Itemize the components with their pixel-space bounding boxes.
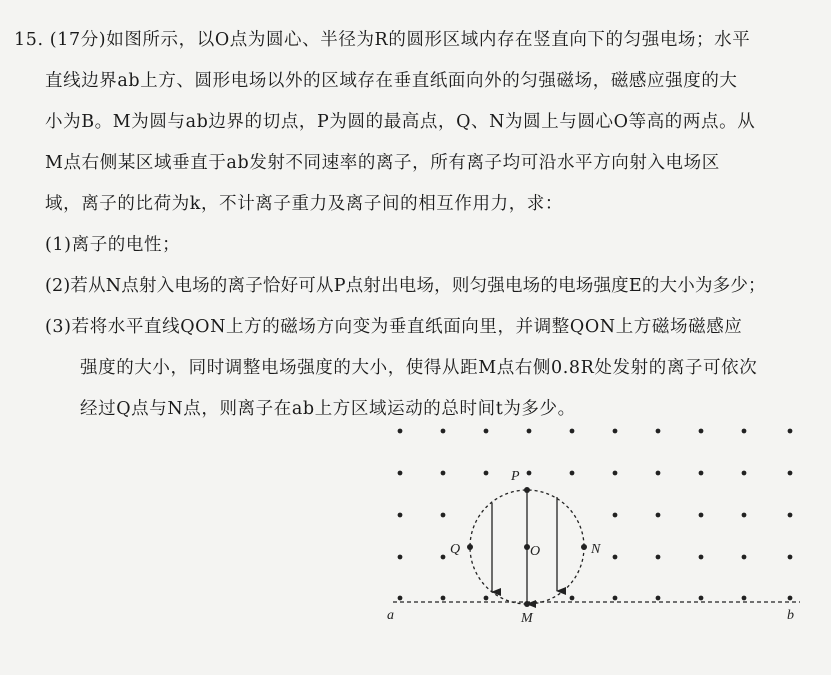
field-dot — [699, 555, 704, 560]
field-dot — [613, 429, 618, 434]
field-dot — [441, 596, 446, 601]
field-dot — [742, 555, 747, 560]
field-dot — [441, 429, 446, 434]
field-dot — [742, 513, 747, 518]
field-dot — [656, 513, 661, 518]
point-n-dot — [581, 544, 587, 550]
field-dot — [656, 471, 661, 476]
field-dot — [788, 513, 793, 518]
question-3-line-1: (3)若将水平直线QON上方的磁场方向变为垂直纸面向里，并调整QON上方磁场磁感应 — [45, 317, 743, 337]
field-dot — [613, 596, 618, 601]
field-dot — [788, 555, 793, 560]
field-dot — [788, 429, 793, 434]
field-dot — [484, 471, 489, 476]
magnetic-field-dots — [398, 429, 793, 601]
label-m: M — [521, 611, 533, 626]
problem-line-3: 小为B。M为圆与ab边界的切点，P为圆的最高点，Q、N为圆上与圆心O等高的两点。从 — [45, 112, 756, 132]
field-dot — [570, 471, 575, 476]
label-b: b — [787, 608, 794, 623]
field-dot — [699, 596, 704, 601]
label-n: N — [591, 542, 601, 557]
field-dot — [613, 513, 618, 518]
field-dot — [441, 513, 446, 518]
field-dot — [788, 596, 793, 601]
label-q: Q — [450, 542, 461, 557]
field-dot — [398, 596, 403, 601]
field-dot — [613, 471, 618, 476]
field-dot — [398, 513, 403, 518]
point-p-dot — [524, 487, 530, 493]
question-1: (1)离子的电性； — [45, 235, 181, 255]
point-m-dot — [524, 601, 530, 607]
field-dot — [527, 471, 532, 476]
field-dot — [441, 555, 446, 560]
field-dot — [398, 429, 403, 434]
field-dot — [484, 596, 489, 601]
field-dot — [788, 471, 793, 476]
problem-line-1: 15. (17分)如图所示，以O点为圆心、半径为R的圆形区域内存在竖直向下的匀强电场；水平 — [14, 30, 751, 50]
field-dot — [742, 429, 747, 434]
field-dot — [570, 596, 575, 601]
label-a: a — [387, 608, 394, 623]
label-o: O — [530, 544, 541, 559]
point-q-dot — [467, 544, 473, 550]
question-3-line-2: 强度的大小，同时调整电场强度的大小，使得从距M点右侧0.8R处发射的离子可依次 — [80, 358, 758, 378]
field-dot — [656, 555, 661, 560]
question-3-line-3: 经过Q点与N点，则离子在ab上方区域运动的总时间t为多少。 — [80, 399, 576, 419]
field-dot — [527, 429, 532, 434]
question-2: (2)若从N点射入电场的离子恰好可从P点射出电场，则匀强电场的电场强度E的大小为多少； — [45, 276, 766, 296]
field-dot — [699, 471, 704, 476]
field-dot — [699, 513, 704, 518]
field-dot — [484, 429, 489, 434]
field-dot — [441, 471, 446, 476]
field-dot — [570, 429, 575, 434]
field-dot — [656, 596, 661, 601]
problem-line-4: M点右侧某区域垂直于ab发射不同速率的离子，所有离子均可沿水平方向射入电场区 — [45, 153, 720, 173]
field-dot — [398, 471, 403, 476]
field-dot — [699, 429, 704, 434]
label-p: P — [511, 469, 520, 484]
field-dot — [656, 429, 661, 434]
field-dot — [742, 596, 747, 601]
problem-line-5: 域，离子的比荷为k，不计离子重力及离子间的相互作用力，求： — [45, 194, 564, 214]
field-dot — [398, 555, 403, 560]
field-dot — [742, 471, 747, 476]
field-dot — [613, 555, 618, 560]
problem-line-2: 直线边界ab上方、圆形电场以外的区域存在垂直纸面向外的匀强磁场，磁感应强度的大 — [45, 71, 738, 91]
